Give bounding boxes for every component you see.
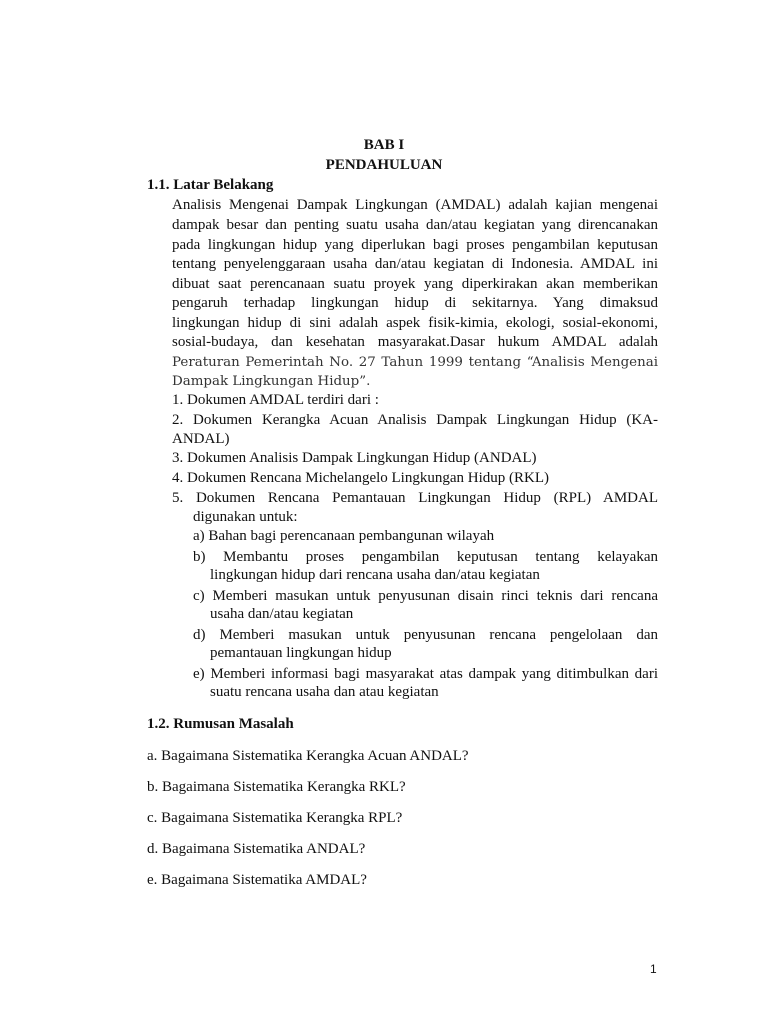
use-item: lingkungan hidup dari rencana usaha dan/atau kegiatan	[210, 567, 540, 583]
list-item: 5. Dokumen Rencana Pemantauan Lingkungan Hidup (RPL) AMDAL	[172, 490, 658, 506]
paragraph-line: dampak besar dan penting suatu usaha dan/atau kegiatan yang direncanakan	[172, 217, 658, 233]
question-item: a. Bagaimana Sistematika Kerangka Acuan ANDAL?	[147, 748, 469, 764]
use-item: d) Memberi masukan untuk penyusunan rencana pengelolaan dan	[193, 627, 658, 643]
question-item: b. Bagaimana Sistematika Kerangka RKL?	[147, 779, 406, 795]
use-item: a) Bahan bagi perencanaan pembangunan wilayah	[193, 528, 495, 544]
paragraph-line: pengaruh terhadap lingkungan hidup di sekitarnya. Yang dimaksud	[172, 295, 658, 311]
section-title-latar-belakang: 1.1. Latar Belakang	[147, 177, 274, 193]
list-item: 4. Dokumen Rencana Michelangelo Lingkungan Hidup (RKL)	[172, 470, 549, 486]
paragraph-line: dibuat saat perencanaan suatu proyek yang diperkirakan akan memberikan	[172, 276, 658, 292]
list-item: digunakan untuk:	[193, 509, 298, 525]
use-item: pemantauan lingkungan hidup	[210, 645, 392, 661]
paragraph-line: Analisis Mengenai Dampak Lingkungan (AMDAL) adalah kajian mengenai	[172, 197, 658, 213]
chapter-title: PENDAHULUAN	[325, 157, 443, 173]
use-item: e) Memberi informasi bagi masyarakat atas dampak yang ditimbulkan dari	[193, 666, 658, 682]
question-item: c. Bagaimana Sistematika Kerangka RPL?	[147, 810, 403, 826]
use-item: suatu rencana usaha dan atau kegiatan	[210, 684, 439, 700]
use-item: c) Memberi masukan untuk penyusunan disain rinci teknis dari rencana	[193, 588, 658, 604]
paragraph-line: pada lingkungan hidup yang diperlukan bagi proses pengambilan keputusan	[172, 237, 658, 253]
question-item: e. Bagaimana Sistematika AMDAL?	[147, 872, 367, 888]
list-intro: 1. Dokumen AMDAL terdiri dari :	[172, 392, 379, 408]
paragraph-line: lingkungan hidup di sini adalah aspek fisik-kimia, ekologi, sosial-ekonomi,	[172, 315, 658, 331]
question-item: d. Bagaimana Sistematika ANDAL?	[147, 841, 366, 857]
paragraph-line: Peraturan Pemerintah No. 27 Tahun 1999 tentang “Analisis Mengenai	[172, 355, 658, 370]
list-item: ANDAL)	[172, 431, 230, 447]
paragraph-line: tentang penyelenggaraan usaha dan/atau kegiatan di Indonesia. AMDAL ini	[172, 256, 658, 272]
paragraph-line: sosial-budaya, dan kesehatan masyarakat.Dasar hukum AMDAL adalah	[172, 334, 658, 350]
page-number: 1	[650, 962, 657, 976]
list-item: 3. Dokumen Analisis Dampak Lingkungan Hidup (ANDAL)	[172, 450, 537, 466]
use-item: usaha dan/atau kegiatan	[210, 606, 354, 622]
use-item: b) Membantu proses pengambilan keputusan tentang kelayakan	[193, 549, 658, 565]
chapter-label: BAB I	[363, 137, 405, 153]
paragraph-line: Dampak Lingkungan Hidup”.	[172, 374, 371, 389]
section-title-rumusan-masalah: 1.2. Rumusan Masalah	[147, 716, 294, 732]
list-item: 2. Dokumen Kerangka Acuan Analisis Dampak Lingkungan Hidup (KA-	[172, 412, 658, 428]
